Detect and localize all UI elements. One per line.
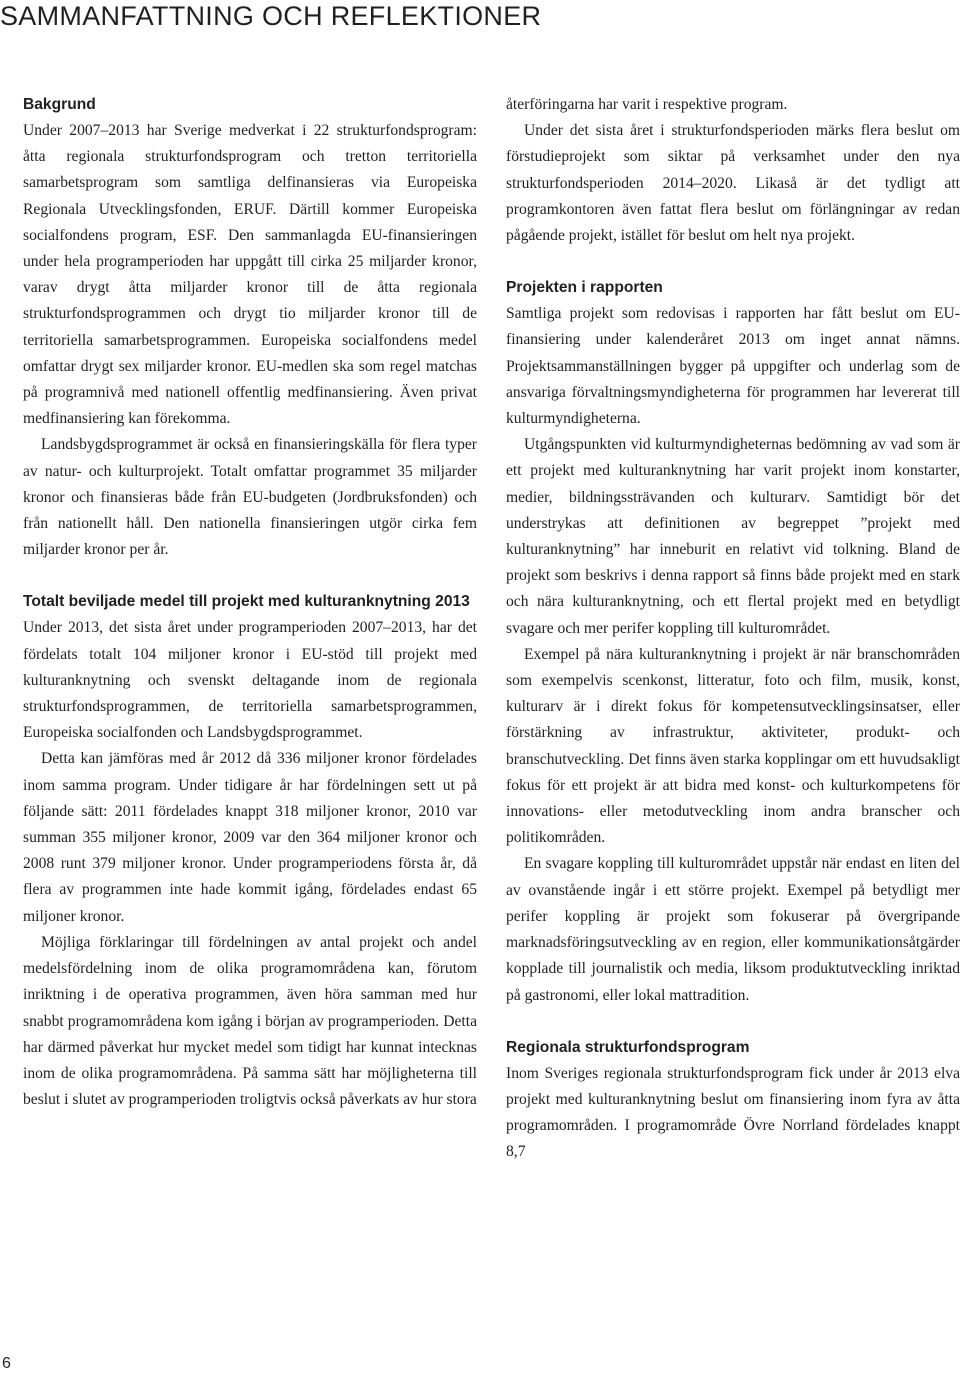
paragraph: Landsbygdsprogrammet är också en finansieringskälla för flera typer av natur- och kulturprojekt. Totalt omfattar programmet 35 miljarder kronor och finansieras både från EU-budgeten (Jordbruksfonden) och från nationellt håll. Den nationella finansieringen utgör cirka fem miljarder kronor per år.	[23, 436, 477, 559]
page-title: SAMMANFATTNING OCH REFLEKTIONER	[0, 1, 542, 31]
section-heading-projekten: Projekten i rapporten	[506, 279, 663, 297]
paragraph: Utgångspunkten vid kulturmyndigheternas bedömning av vad som är ett projekt med kulturanknytning har varit projekt inom konstarter, medier, bildningssträvanden och kulturarv. Samtidigt bör det understrykas att definitionen av begreppet ”projekt med kulturanknytning” har inneburit en relativt vid tolkning. Bland de projekt som beskrivs i denna rapport så finns både projekt med en stark och nära kulturanknytning, och ett flertal projekt med en betydligt svagare och mer perifer koppling till kulturområdet.	[506, 436, 960, 637]
paragraph: En svagare koppling till kulturområdet uppstår när endast en liten del av ovanstående ingår i ett större projekt. Exempel på betydligt mer perifer koppling är projekt som fokuserar på övergripande marknadsföringsutveckling av en region, eller kommunikationsåtgärder kopplade till journalistik och media, liksom produktutveckling inriktad på gastronomi, eller lokal mattradition.	[506, 855, 960, 1004]
paragraph: Möjliga förklaringar till fördelningen av antal projekt och andel medelsfördelning inom de olika programområdena kan, förutom inriktning i de operativa programmen, även höra samman med hur snabbt programområdena kom igång i början av programperioden. Detta har därmed påverkat hur mycket medel som tidigt har kunnat intecknas inom de olika programområdena. På samma sätt har möjligheterna till beslut i slutet av programperioden troligtvis också påverkats av hur stora	[23, 933, 477, 1109]
section-heading-totalt-beviljade: Totalt beviljade medel till projekt med kulturanknytning 2013	[23, 593, 470, 611]
paragraph: Detta kan jämföras med år 2012 då 336 miljoner kronor fördelades inom samma program. Under tidigare år har fördelningen sett ut på följande sätt: 2011 fördelades knappt 318 miljoner kronor, 2010 var summan 355 miljoner kronor, 2009 var den 364 miljoner kronor och 2008 runt 379 miljoner kronor. Under programperiodens första år, då flera av programmen inte hade kommit igång, fördelades endast 65 miljoner kronor.	[23, 750, 477, 925]
section-heading-regionala: Regionala strukturfondsprogram	[506, 1038, 750, 1056]
paragraph: Under 2007–2013 har Sverige medverkat i 22 strukturfondsprogram: åtta regionala strukturfondsprogram och tretton territoriella samarbetsprogram som samtliga delfinansieras via Europeiska Regionala Utvecklingsfonden, ERUF. Därtill kommer Europeiska socialfondens program, ESF. Den sammanlagda EU-finansieringen under hela programperioden har uppgått till cirka 25 miljarder kronor, varav drygt åtta miljarder kronor till de åtta regionala strukturfondsprogrammen och drygt tio miljarder kronor till de territoriella samarbetsprogrammen. Europeiska socialfondens medel omfattar drygt sex miljarder kronor. EU-medlen ska som regel matchas på programnivå med nationell offentlig medfinansiering. Även privat medfinansiering kan förekomma.	[23, 122, 477, 428]
paragraph: Under 2013, det sista året under programperioden 2007–2013, har det fördelats totalt 104 miljoner kronor i EU-stöd till projekt med kulturanknytning och svenskt deltagande inom de regionala strukturfondsprogrammen, de territoriella samarbetsprogrammen, Europeiska socialfonden och Landsbygdsprogrammet.	[23, 619, 477, 742]
page-number: 6	[2, 1355, 11, 1372]
paragraph: Samtliga projekt som redovisas i rapporten har fått beslut om EU-finansiering under kalenderåret 2013 om inget annat nämns. Projektsammanställningen bygger på uppgifter och underlag som de ansvariga förvaltningsmyndigheterna för programmen har levererat till kulturmyndigheterna.	[506, 305, 960, 428]
paragraph: återföringarna har varit i respektive program.	[506, 96, 788, 113]
right-column	[506, 92, 960, 1166]
section-heading-bakgrund: Bakgrund	[23, 96, 96, 113]
paragraph: Exempel på nära kulturanknytning i projekt är när branschområden som exempelvis scenkonst, litteratur, foto och film, musik, konst, kulturarv är i direkt fokus för kompetensutvecklingsinsatser, eller förstärkning av infrastruktur, aktiviteter, produkt- och branschutveckling. Det finns även starka kopplingar om ett huvudsakligt fokus för ett projekt är att bidra med konst- och kulturkompetens för innovations- eller metodutveckling inom andra branscher och politikområden.	[506, 645, 960, 847]
paragraph: Under det sista året i strukturfondsperioden märks flera beslut om förstudieprojekt som siktar på verksamhet under den nya strukturfondsperioden 2014–2020. Likaså är det tydligt att programkontoren även fattat flera beslut om förlängningar av redan pågående projekt, istället för beslut om helt nya projekt.	[506, 122, 960, 245]
paragraph: Inom Sveriges regionala strukturfondsprogram fick under år 2013 elva projekt med kulturanknytning beslut om finansiering inom fyra av åtta programområden. I programområde Övre Norrland fördelades knappt 8,7	[506, 1064, 960, 1161]
left-column	[23, 92, 477, 1113]
